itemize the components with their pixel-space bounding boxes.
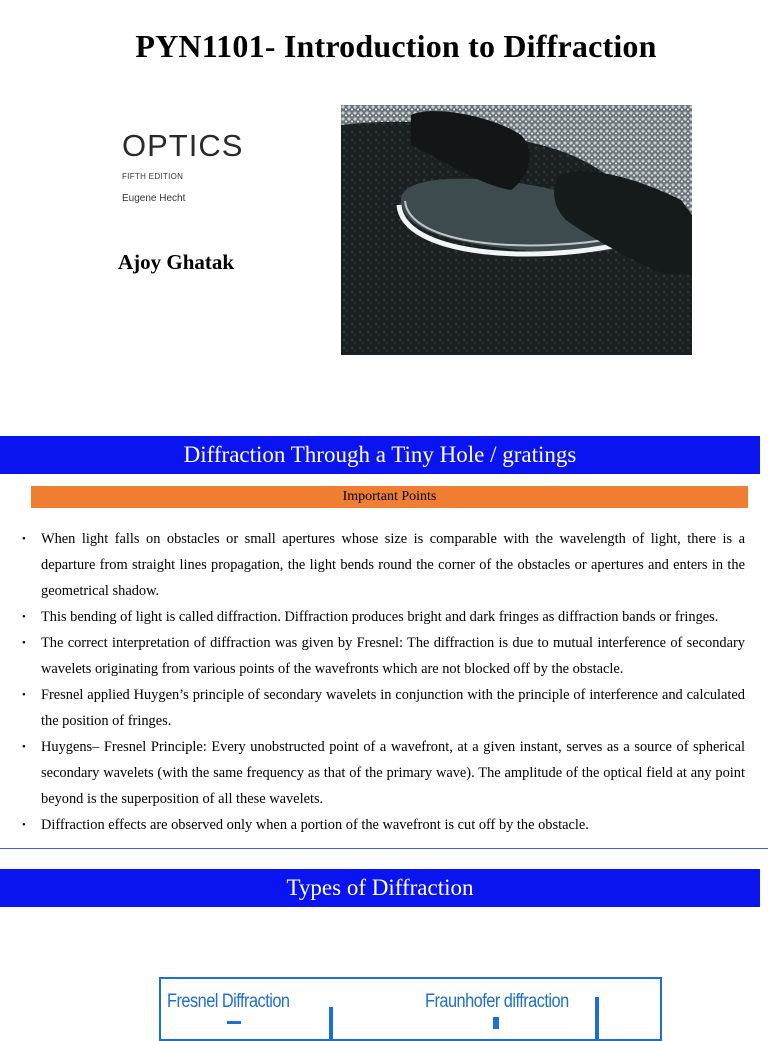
list-item-text: Diffraction effects are observed only when a portion of the wavefront is cut off by the obstacle.: [41, 817, 589, 833]
list-item: [20, 604, 745, 630]
section-divider: [0, 848, 768, 849]
bullet-icon: •: [22, 819, 26, 831]
diffraction-types-diagram: [159, 977, 662, 1041]
book-edition: FIFTH EDITION: [122, 172, 184, 181]
fraunhofer-label: Fraunhofer diffraction: [425, 991, 569, 1012]
list-item-text: When light falls on obstacles or small apertures whose size is comparable with the wavelength of light, there is a departure from straight lines propagation, the light bends round the corner of the obstacles or apertures and enters in the geometrical shadow.: [41, 531, 745, 599]
bullet-icon: •: [22, 533, 26, 545]
fraunhofer-aperture-mark: [493, 1017, 499, 1029]
bullet-icon: •: [22, 741, 26, 753]
list-item-text: This bending of light is called diffraction. Diffraction produces bright and dark fringes as diffraction bands or fringes.: [41, 609, 719, 625]
important-points-list: [20, 526, 745, 838]
list-item-text: Fresnel applied Huygen’s principle of secondary wavelets in conjunction with the principle of interference and calculated the position of fringes.: [41, 687, 745, 729]
list-item: [20, 682, 745, 734]
list-item-text: The correct interpretation of diffraction was given by Fresnel: The diffraction is due to mutual interference of secondary wavelets originating from various points of the wavefronts which are not blocked off by the obstacle.: [41, 635, 745, 677]
list-item: [20, 526, 745, 604]
fresnel-screen-line: [329, 1007, 333, 1041]
list-item-text: Huygens– Fresnel Principle: Every unobstructed point of a wavefront, at a given instant, serves as a source of spherical secondary wavelets (with the same frequency as that of the primary wave). The amplitude of the optical field at any point beyond is the superposition of all these wavelets.: [41, 739, 745, 807]
bullet-icon: •: [22, 611, 26, 623]
section-banner-diffraction: Diffraction Through a Tiny Hole / gratings: [0, 436, 760, 474]
wave-diffraction-image: [341, 105, 692, 355]
important-points-bar: Important Points: [31, 486, 748, 508]
bullet-icon: •: [22, 689, 26, 701]
fresnel-label: Fresnel Diffraction: [167, 991, 290, 1012]
list-item: [20, 630, 745, 682]
list-item: [20, 734, 745, 812]
book-cover: [122, 128, 243, 204]
bullet-icon: •: [22, 637, 26, 649]
author-name: Ajoy Ghatak: [118, 250, 235, 274]
list-item: [20, 812, 745, 838]
water-waves-photo: [341, 105, 692, 355]
book-title: OPTICS: [122, 128, 244, 163]
fraunhofer-screen-line: [595, 997, 599, 1041]
page-title: PYN1101- Introduction to Diffraction: [135, 28, 657, 64]
book-author: Eugene Hecht: [122, 193, 186, 204]
section-banner-types: Types of Diffraction: [0, 869, 760, 907]
